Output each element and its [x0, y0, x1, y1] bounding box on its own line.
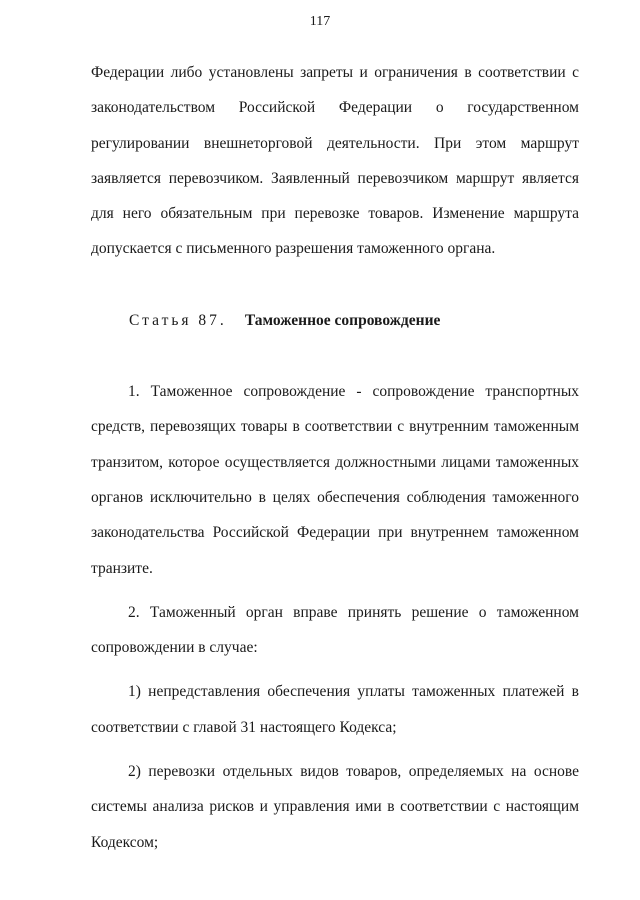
article-paragraph-2: 2. Таможенный орган вправе принять решение о таможенном сопровождении в случае: [91, 603, 579, 657]
article-paragraph-1: 1. Таможенное сопровождение - сопровождение транспортных средств, перевозящих товары в соответствии с внутренним таможенным транзитом, которое осуществляется должностными лицами таможенных органов исключительно в целях обеспечения соблюдения таможенного законодательства Российской Федерации при внутреннем таможенном транзите. [91, 383, 579, 577]
article-title: Таможенное сопровождение [244, 311, 441, 329]
list-item-1: 1) непредставления обеспечения уплаты таможенных платежей в соответствии с главой 31 настоящего Кодекса; [91, 683, 579, 736]
page-number: 117 [309, 14, 331, 29]
article-heading [129, 303, 579, 338]
document-body [91, 55, 579, 860]
intro-paragraph: Федерации либо установлены запреты и ограничения в соответствии с законодательством Российской Федерации о государственном регулировании внешнеторговой деятельности. При этом маршрут заявляется перевозчиком. Заявленный перевозчиком маршрут является для него обязательным при перевозке товаров. Изменение маршрута допускается с письменного разрешения таможенного органа. [91, 64, 579, 258]
list-item-2: 2) перевозки отдельных видов товаров, определяемых на основе системы анализа рисков и управления ими в соответствии с настоящим Кодексом; [91, 763, 579, 851]
article-label: Статья 87. [129, 311, 227, 329]
